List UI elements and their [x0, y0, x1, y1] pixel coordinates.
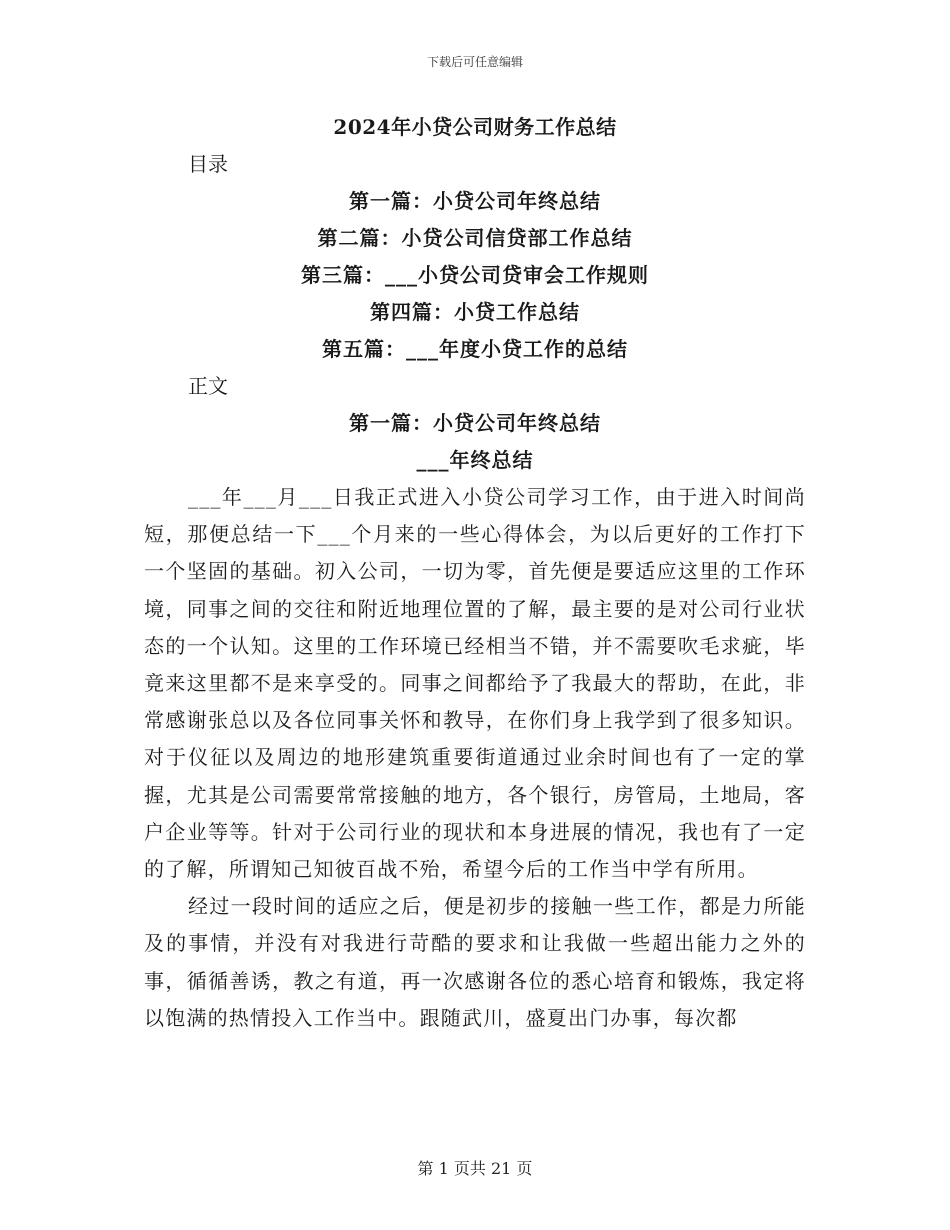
toc-label: 目录 [188, 152, 228, 176]
document-title: 2024年小贷公司财务工作总结 [333, 115, 617, 139]
sub-heading: ___年终总结 [416, 448, 534, 472]
toc-item: 第四篇：小贷工作总结 [370, 300, 580, 324]
body-label: 正文 [188, 374, 228, 398]
toc-item: 第一篇：小贷公司年终总结 [349, 189, 601, 213]
toc-item: 第二篇：小贷公司信贷部工作总结 [317, 226, 633, 250]
page-footer: 第 1 页共 21 页 [417, 1159, 533, 1178]
toc-item: 第五篇：___年度小贷工作的总结 [322, 337, 628, 361]
paragraph: ___年___月___日我正式进入小贷公司学习工作，由于进入时间尚短，那便总结一下___个月来的一些心得体会，为以后更好的工作打下一个坚固的基础。初入公司，一切为零，首先便是要适应这里的工作环境，同事之间的交往和附近地理位置的了解，最主要的是对公司行业状态的一个认知。这里的工作环境已经相当不错，并不需要吹毛求疵，毕竟来这里都不是来享受的。同事之间都给予了我最大的帮助，在此，非常感谢张总以及各位同事关怀和教导，在你们身上我学到了很多知识。对于仪征以及周边的地形建筑重要街道通过业余时间也有了一定的掌握，尤其是公司需要常常接触的地方，各个银行，房管局，土地局，客户企业等等。针对于公司行业的现状和本身进展的情况，我也有了一定的了解，所谓知己知彼百战不殆，希望今后的工作当中学有所用。 [144, 485, 806, 882]
section-heading: 第一篇：小贷公司年终总结 [349, 411, 601, 435]
document-body [144, 108, 806, 1037]
page-header: 下载后可任意编辑 [426, 55, 523, 69]
toc-item: 第三篇：___小贷公司贷审会工作规则 [301, 263, 649, 287]
paragraph: 经过一段时间的适应之后，便是初步的接触一些工作，都是力所能及的事情，并没有对我进行苛酷的要求和让我做一些超出能力之外的事，循循善诱，教之有道，再一次感谢各位的悉心培育和锻炼，我定将以饱满的热情投入工作当中。跟随武川，盛夏出门办事，每次都 [144, 894, 806, 1030]
